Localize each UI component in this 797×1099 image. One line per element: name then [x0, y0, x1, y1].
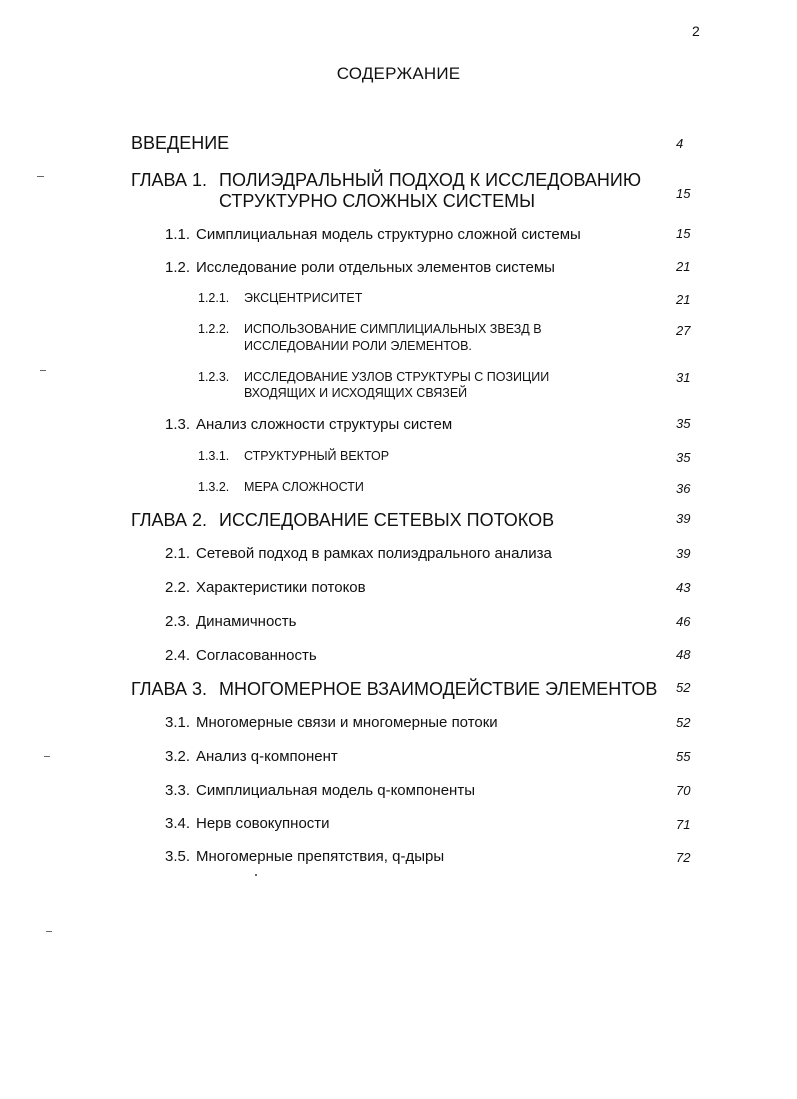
toc-entry-number: ГЛАВА 2.: [131, 510, 207, 530]
toc-entry-title: ИССЛЕДОВАНИИ РОЛИ ЭЛЕМЕНТОВ.: [244, 339, 472, 353]
toc-entry-number: 2.3.: [165, 613, 191, 630]
toc-entry-title: Сетевой подход в рамках полиэдрального анализа: [196, 545, 552, 562]
toc-entry-page: 52: [676, 680, 691, 695]
toc-entry-title: Согласованность: [196, 647, 317, 664]
toc-entry-page: 48: [676, 647, 691, 662]
toc-entry-title: Анализ сложности структуры систем: [196, 416, 453, 433]
toc-entry-number: 2.1.: [165, 545, 191, 562]
toc-entry-number: 3.2.: [165, 748, 191, 765]
toc-entry-title: МНОГОМЕРНОЕ ВЗАИМОДЕЙСТВИЕ ЭЛЕМЕНТОВ: [219, 679, 658, 699]
toc-entry-title: Симплициальная модель q-компоненты: [196, 782, 475, 799]
scan-speck: [46, 931, 52, 932]
toc-entry-page: 27: [676, 323, 691, 338]
toc-entry-title: ИСПОЛЬЗОВАНИЕ СИМПЛИЦИАЛЬНЫХ ЗВЕЗД В: [244, 322, 542, 336]
toc-entry-number: 3.4.: [165, 815, 191, 832]
toc-entry-title: Нерв совокупности: [196, 815, 330, 832]
toc-entry-page: 72: [676, 850, 691, 865]
toc-entry-title: СТРУКТУРНЫЙ ВЕКТОР: [244, 449, 390, 463]
toc-entry-number: 1.2.: [165, 259, 191, 276]
toc-entry-page: 36: [676, 481, 691, 496]
toc-entry-number: 3.3.: [165, 782, 191, 799]
toc-entry-title: МЕРА СЛОЖНОСТИ: [244, 480, 364, 494]
scan-speck: [37, 176, 44, 177]
toc-entry-title: Многомерные препятствия, q-дыры: [196, 848, 445, 865]
toc-entry-page: 43: [676, 580, 691, 595]
toc-entry-page: 35: [676, 450, 691, 465]
toc-entry-number: 1.3.1.: [198, 449, 230, 463]
scan-speck: [255, 874, 257, 876]
toc-entry-number: 2.2.: [165, 579, 191, 596]
page-title: СОДЕРЖАНИЕ: [336, 64, 461, 83]
toc-entry-title: Симплициальная модель структурно сложной системы: [196, 226, 581, 243]
toc-entry-title: ИССЛЕДОВАНИЕ УЗЛОВ СТРУКТУРЫ С ПОЗИЦИИ: [244, 370, 550, 384]
toc-entry-title: ИССЛЕДОВАНИЕ СЕТЕВЫХ ПОТОКОВ: [219, 510, 555, 530]
toc-entry-number: 1.3.2.: [198, 480, 230, 494]
toc-entry-page: 15: [676, 186, 691, 201]
toc-entry-page: 21: [676, 259, 691, 274]
toc-entry-number: 1.2.2.: [198, 322, 230, 336]
toc-entry-page: 35: [676, 416, 691, 431]
toc-entry-number: 1.3.: [165, 416, 191, 433]
toc-entry-number: 3.1.: [165, 714, 191, 731]
toc-entry-page: 39: [676, 546, 691, 561]
toc-entry-page: 55: [676, 749, 691, 764]
scan-speck: [44, 756, 50, 757]
toc-entry-title: Анализ q-компонент: [196, 748, 338, 765]
toc-entry-page: 70: [676, 783, 691, 798]
toc-entry-title: ВВЕДЕНИЕ: [131, 133, 230, 153]
toc-entry-number: 1.1.: [165, 226, 191, 243]
toc-entry-page: 71: [676, 817, 691, 832]
toc-entry-page: 46: [676, 614, 691, 629]
page-number: 2: [692, 23, 700, 39]
toc-entry-number: 1.2.3.: [198, 370, 230, 384]
toc-entry-page: 52: [676, 715, 691, 730]
toc-entry-number: 1.2.1.: [198, 291, 230, 305]
toc-entry-number: ГЛАВА 1.: [131, 170, 207, 190]
toc-entry-page: 21: [676, 292, 691, 307]
toc-entry-page: 15: [676, 226, 691, 241]
toc-entry-title: Исследование роли отдельных элементов системы: [196, 259, 555, 276]
toc-entry-number: 3.5.: [165, 848, 191, 865]
toc-entry-title: ЭКСЦЕНТРИСИТЕТ: [244, 291, 363, 305]
toc-entry-title: ПОЛИЭДРАЛЬНЫЙ ПОДХОД К ИССЛЕДОВАНИЮ: [219, 170, 642, 190]
toc-entry-title: ВХОДЯЩИХ И ИСХОДЯЩИХ СВЯЗЕЙ: [244, 386, 468, 400]
toc-entry-number: ГЛАВА 3.: [131, 679, 207, 699]
toc-entry-title: Динамичность: [196, 613, 297, 630]
toc-entry-number: 2.4.: [165, 647, 191, 664]
toc-entry-title: Характеристики потоков: [196, 579, 366, 596]
toc-entry-title: Многомерные связи и многомерные потоки: [196, 714, 498, 731]
scan-speck: [40, 370, 46, 371]
toc-entry-page: 39: [676, 511, 691, 526]
toc-entry-page: 31: [676, 370, 691, 385]
toc-entry-title: СТРУКТУРНО СЛОЖНЫХ СИСТЕМЫ: [219, 191, 536, 211]
toc-entry-page: 4: [676, 136, 684, 151]
